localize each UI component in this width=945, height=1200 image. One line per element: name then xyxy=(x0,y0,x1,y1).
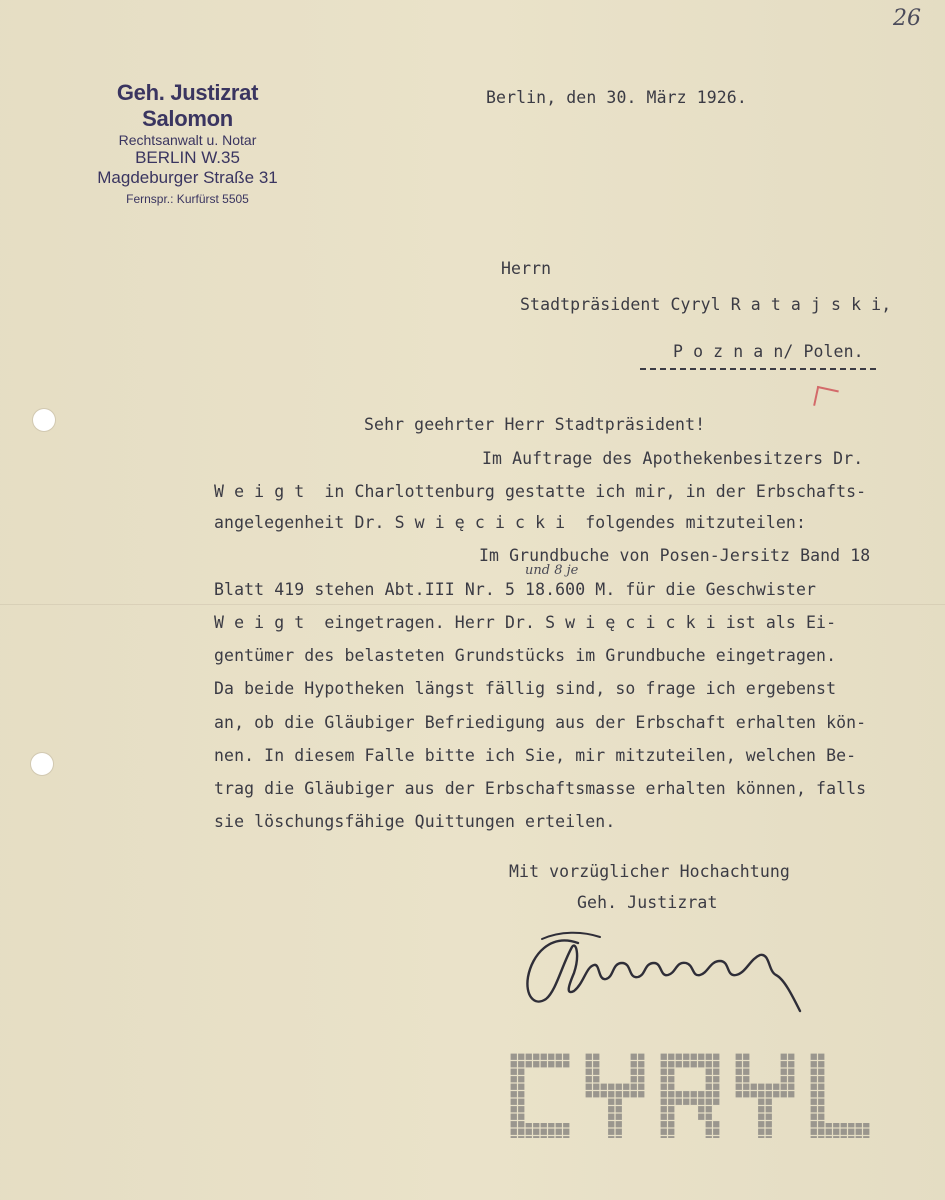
closing: Mit vorzüglicher Hochachtung xyxy=(509,862,790,881)
closing-title: Geh. Justizrat xyxy=(577,893,718,912)
body-line: W e i g t in Charlottenburg gestatte ich mir, in der Erbschafts- xyxy=(214,482,867,501)
letterhead xyxy=(50,80,300,206)
fold-line xyxy=(0,604,945,605)
punch-hole xyxy=(31,753,53,775)
body-line: Da beide Hypotheken längst fällig sind, so frage ich ergebenst xyxy=(214,679,837,698)
body-line: sie löschungsfähige Quittungen erteilen. xyxy=(214,812,616,831)
body-line: Im Grundbuche von Posen-Jersitz Band 18 xyxy=(479,546,871,565)
page-number: 26 xyxy=(893,6,921,31)
letterhead-street: Magdeburger Straße 31 xyxy=(97,168,278,187)
underline-dashes xyxy=(640,368,876,370)
red-pencil-mark xyxy=(813,386,839,410)
body-line: Blatt 419 stehen Abt.III Nr. 5 18.600 M. für die Geschwister xyxy=(214,580,817,599)
date-line: Berlin, den 30. März 1926. xyxy=(486,88,747,107)
body-line: an, ob die Gläubiger Befriedigung aus der Erbschaft erhalten kön- xyxy=(214,713,867,732)
recipient-salutation: Herrn xyxy=(501,259,552,278)
body-line: gentümer des belasteten Grundstücks im Grundbuche eingetragen. xyxy=(214,646,837,665)
signature xyxy=(520,925,810,1035)
body-line: Im Auftrage des Apothekenbesitzers Dr. xyxy=(482,449,864,468)
body-line: W e i g t eingetragen. Herr Dr. S w i ę c i c k i ist als Ei- xyxy=(214,613,837,632)
recipient-name: Stadtpräsident Cyryl R a t a j s k i, xyxy=(520,295,892,314)
letterhead-name: Geh. Justizrat Salomon xyxy=(116,80,259,131)
body-line: trag die Gläubiger aus der Erbschaftsmasse erhalten können, falls xyxy=(214,779,867,798)
letterhead-phone: Fernspr.: Kurfürst 5505 xyxy=(126,192,249,206)
letterhead-title: Rechtsanwalt u. Notar xyxy=(118,132,257,148)
recipient-city: P o z n a n/ Polen. xyxy=(673,342,864,361)
body-line: angelegenheit Dr. S w i ę c i c k i folgendes mitzuteilen: xyxy=(214,513,806,532)
handwritten-insert: und 8 je xyxy=(525,563,579,578)
letterhead-city: BERLIN W.35 xyxy=(135,148,240,167)
cyryl-logo xyxy=(510,1053,880,1138)
punch-hole xyxy=(33,409,55,431)
body-line: nen. In diesem Falle bitte ich Sie, mir mitzuteilen, welchen Be- xyxy=(214,746,857,765)
greeting: Sehr geehrter Herr Stadtpräsident! xyxy=(364,415,706,434)
